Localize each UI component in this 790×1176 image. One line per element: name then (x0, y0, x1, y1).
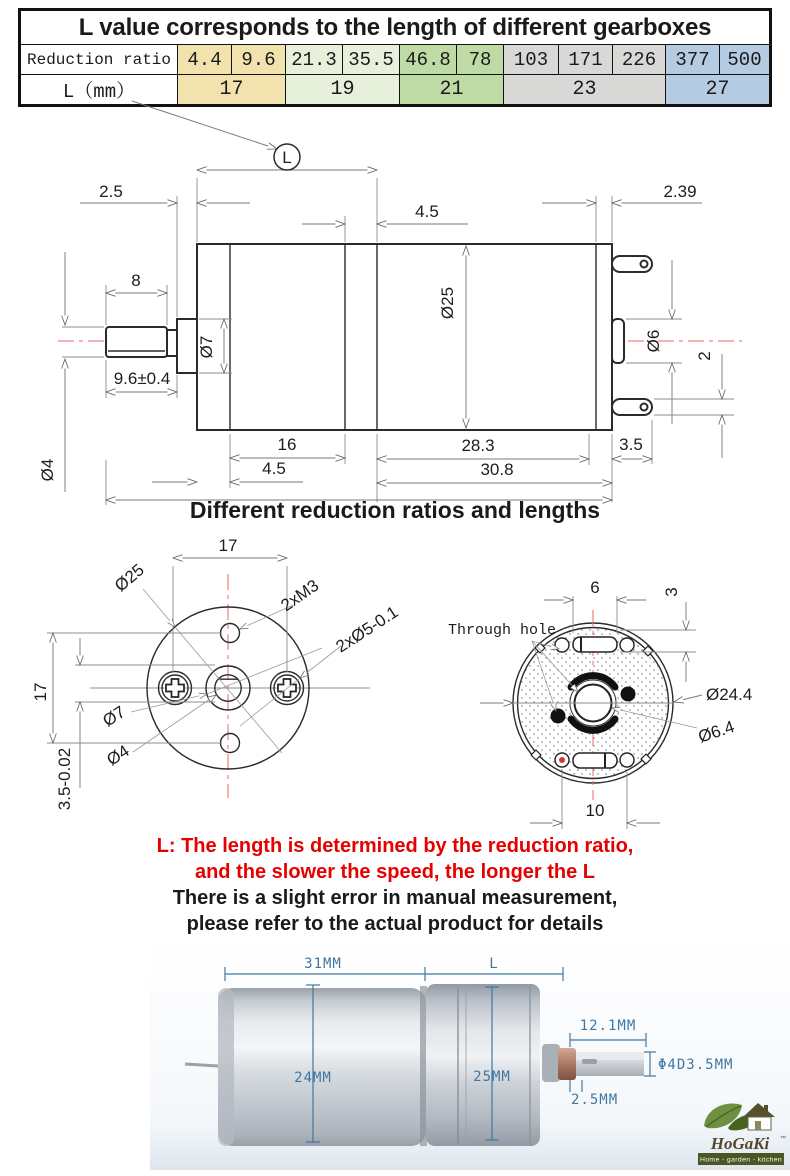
back-view (448, 578, 752, 829)
photo-dim-label: 2.5MM (571, 1092, 619, 1108)
motor-outline (106, 244, 652, 430)
dim-label: 28.3 (461, 436, 495, 455)
through-hole-bottom-right (620, 753, 634, 767)
dim-label: Ø6.4 (695, 717, 737, 747)
dim-label: Ø7 (197, 335, 216, 359)
dim-label: 2 (695, 351, 714, 361)
logo-name: HoGaKi (710, 1134, 770, 1153)
end-views-drawing (0, 528, 790, 840)
dim-label: 2xM3 (277, 575, 323, 616)
row-label-reduction-ratio: Reduction ratio (20, 45, 178, 75)
dim-label: 10 (585, 801, 605, 820)
side-view-drawing (0, 100, 790, 510)
ratio-cell: 377 (666, 45, 720, 75)
through-hole-top-right (620, 638, 634, 652)
length-cell: 21 (400, 75, 504, 106)
reduction-ratio-row (20, 45, 771, 75)
ratio-cell: 171 (559, 45, 613, 75)
ratio-cell: 500 (720, 45, 771, 75)
photo-dim-label: Φ4D3.5MM (658, 1057, 734, 1073)
dim-label: Ø6 (644, 329, 663, 353)
photo-dim-label: 25MM (473, 1069, 511, 1085)
dim-label: 2.39 (663, 182, 697, 201)
dim-label: 30.8 (480, 460, 514, 479)
photo-dim-label: L (489, 956, 499, 972)
vent-slot-bottom (573, 753, 617, 768)
photo-dim-label: 24MM (294, 1070, 332, 1086)
red-marker-dot (559, 757, 565, 763)
ratio-cell: 9.6 (232, 45, 286, 75)
length-cell: 17 (178, 75, 286, 106)
logo-leaf-house-icon (704, 1103, 775, 1130)
photo-dim-label: 12.1MM (579, 1018, 637, 1034)
ratio-cell: 226 (613, 45, 666, 75)
front-view (31, 536, 402, 810)
notes-block (0, 833, 790, 937)
note-red-line1: L: The length is determined by the reduction ratio, (156, 835, 634, 857)
terminal-tab-bottom (612, 399, 652, 415)
gearbox-length-table (18, 8, 772, 107)
through-hole-top-left (555, 638, 569, 652)
section-heading: Different reduction ratios and lengths (189, 497, 601, 523)
dim-label: Ø4 (38, 458, 57, 482)
length-cell: 23 (504, 75, 666, 106)
photo-dim-label: 31MM (304, 956, 342, 972)
ratio-cell: 46.8 (400, 45, 457, 75)
dim-label: Ø7 (99, 702, 129, 731)
dim-label: 4.5 (262, 459, 286, 478)
ratio-cell: 35.5 (343, 45, 400, 75)
note-black-line1: There is a slight error in manual measurement, (172, 887, 618, 909)
note-black-line2: please refer to the actual product for details (186, 913, 604, 935)
note-red-line2: and the slower the speed, the longer the L (194, 861, 596, 883)
dim-label: 4.5 (415, 202, 439, 221)
mount-hole-top (221, 624, 240, 643)
dim-label: 8 (131, 271, 141, 290)
dim-label: 2.5 (99, 182, 123, 201)
dim-label: Ø4 (103, 741, 133, 770)
length-cell: 27 (666, 75, 771, 106)
dim-label: 6 (590, 578, 600, 597)
product-photo (150, 938, 790, 1170)
length-cell: 19 (286, 75, 400, 106)
dim-label-L: L (282, 148, 292, 167)
logo-tagline: Home - garden - kitchen (699, 1156, 783, 1164)
table-title: L value corresponds to the length of different gearboxes (20, 10, 771, 45)
ratio-cell: 21.3 (286, 45, 343, 75)
front-leaders (131, 589, 341, 753)
dim-label: Ø25 (438, 286, 457, 320)
dim-label: 3 (662, 587, 681, 597)
ratio-cell: 103 (504, 45, 559, 75)
dim-label: 3.5-0.02 (55, 747, 74, 811)
dim-label: 17 (218, 536, 238, 555)
vent-slot-top (573, 637, 617, 652)
row-label-length: L（mm） (20, 75, 178, 106)
dim-label: Ø24.4 (706, 685, 753, 704)
brand-logo (696, 1096, 788, 1168)
dim-label: 3.5 (619, 435, 643, 454)
dim-label: 16 (277, 435, 297, 454)
mount-hole-bottom (221, 734, 240, 753)
dim-label: 2xØ5-0.1 (332, 602, 402, 657)
ratio-cell: 4.4 (178, 45, 232, 75)
dim-label: 17 (31, 682, 50, 702)
terminal-tab-top (612, 256, 652, 272)
logo-tm: ™ (780, 1136, 786, 1142)
dim-label: 9.6±0.4 (113, 369, 171, 388)
through-hole-label: Through hole (448, 622, 557, 639)
dim-label: Ø25 (111, 560, 148, 596)
shaft-collar (558, 1048, 576, 1080)
ratio-cell: 78 (457, 45, 504, 75)
